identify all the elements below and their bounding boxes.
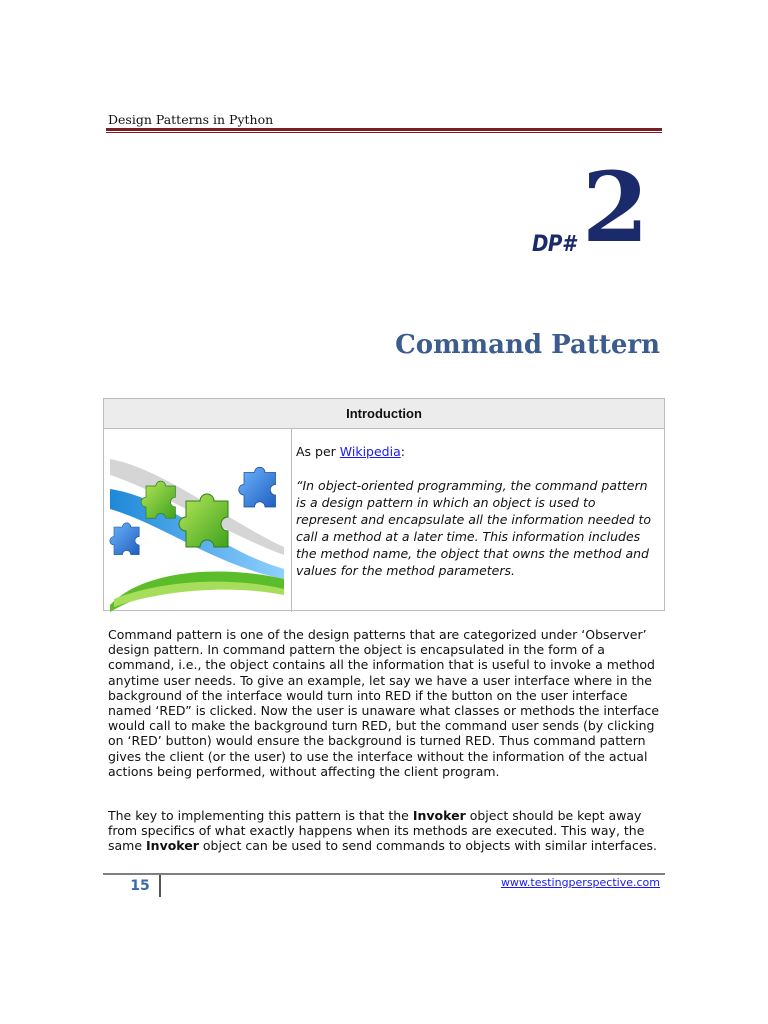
puzzle-pieces-illustration <box>104 429 292 612</box>
p2-text-c: object should be kept away from specifics of what exactly happens when its methods are executed. This way, the same <box>108 808 645 854</box>
puzzle-illustration-icon <box>104 429 290 612</box>
chapter-badge <box>532 151 662 270</box>
chapter-title: Command Pattern <box>395 330 660 360</box>
header-rule-thin <box>106 132 662 133</box>
invoker-term-2: Invoker <box>146 838 199 854</box>
intro-lead-before: As per <box>296 444 340 459</box>
header-rule <box>106 128 662 131</box>
introduction-heading: Introduction <box>104 399 664 429</box>
intro-lead-after: : <box>400 444 405 459</box>
body-paragraph-1: Command pattern is one of the design patterns that are categorized under ‘Observer’ design pattern. In command pattern the object is encapsulated in the form of a command, i.e., the object contains all the information that is useful to invoke a method anytime user needs. To give an example, let say we have a user interface where in the background of the interface would turn into RED if the button on the user interface named ‘RED” is clicked. Now the user is unaware what classes or methods the interface would call to make the background turn RED, but the command user sends (by clicking on ‘RED’ button) would ensure the background is turned RED. Thus command pattern gives the client (or the user) to use the interface without the information of the actual actions being performed, without affecting the client program. <box>108 627 660 779</box>
introduction-body <box>104 429 664 612</box>
p2-text-a: The key to implementing this pattern is that the <box>108 808 413 823</box>
footer-divider <box>159 875 161 897</box>
p2-text-e: object can be used to send commands to objects with similar interfaces. <box>198 838 658 854</box>
running-header: Design Patterns in Python <box>108 112 274 127</box>
page-number: 15 <box>130 878 150 894</box>
introduction-text <box>292 429 664 612</box>
wikipedia-quote: “In object-oriented programming, the command pattern is a design pattern in which an object is used to represent and encapsulate all the information needed to call a method at a later time. This information includes the method name, the object that owns the method and values for the method parameters. <box>296 478 652 578</box>
intro-lead <box>296 443 658 460</box>
chapter-prefix: DP# <box>532 232 576 257</box>
body-paragraph-2 <box>108 808 660 854</box>
wikipedia-link[interactable]: Wikipedia <box>339 444 401 459</box>
chapter-number: 2 <box>582 151 649 264</box>
footer-url-link[interactable]: www.testingperspective.com <box>500 876 660 889</box>
footer-rule <box>103 873 665 875</box>
invoker-term: Invoker <box>412 808 466 823</box>
introduction-table <box>103 398 665 611</box>
